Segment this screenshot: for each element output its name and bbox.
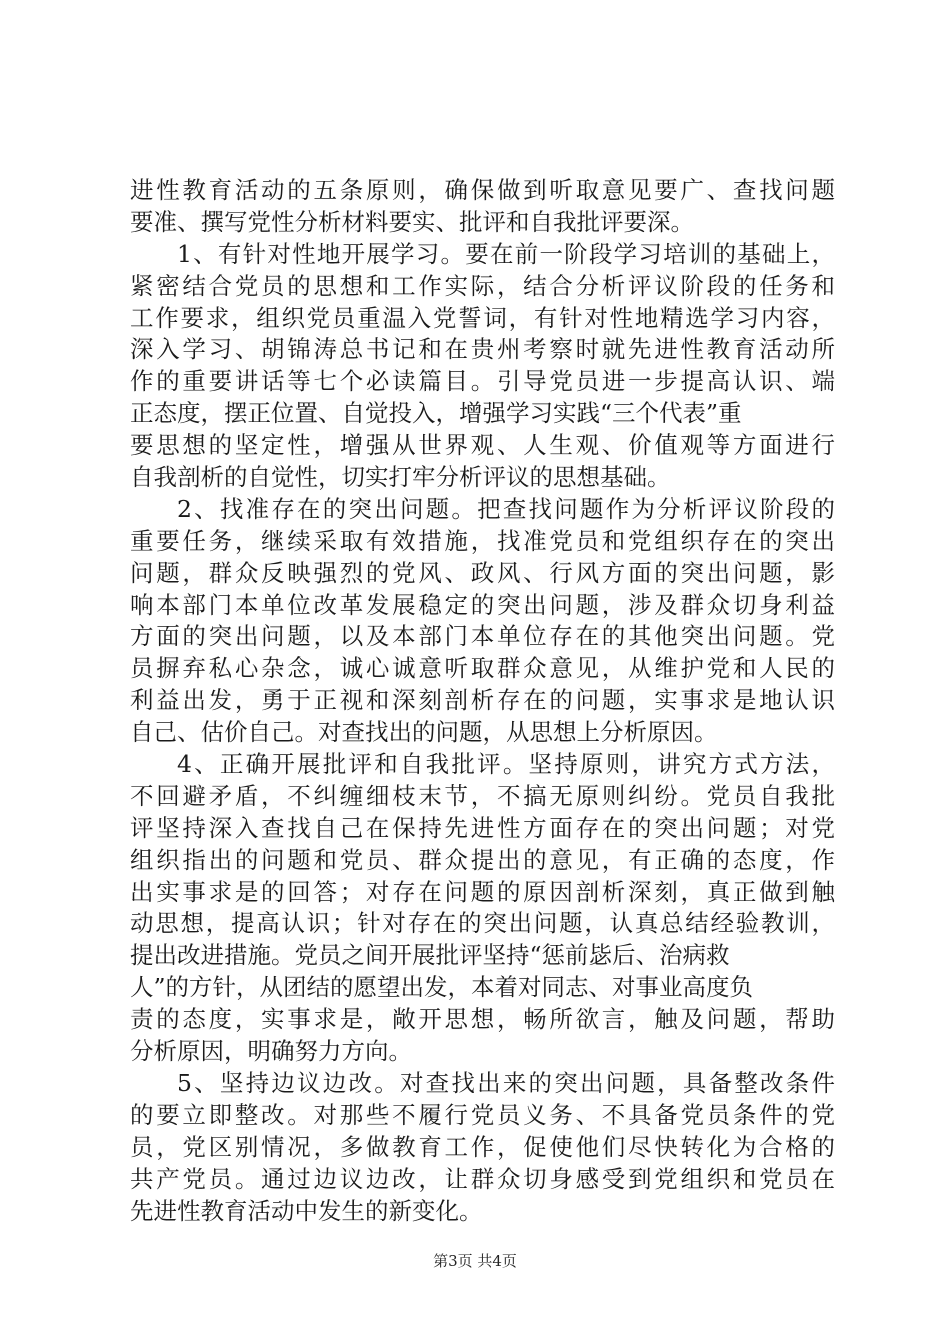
paragraph-first-line: 5、坚持边议边改。对查找出来的突出问题，具备整改条件 (177, 1068, 838, 1097)
text-line: 人”的方针，从团结的愿望出发，本着对同志、对事业高度负 (130, 973, 754, 1002)
paragraph-first-line: 4、正确开展批评和自我批评。坚持原则，讲究方式方法， (177, 750, 838, 779)
text-line: 共产党员。通过边议边改，让群众切身感受到党组织和党员在 (130, 1164, 838, 1193)
text-line: 要准、撰写党性分析材料要实、批评和自我批评要深。 (130, 207, 694, 236)
text-line: 工作要求，组织党员重温入党誓词，有针对性地精选学习内容， (130, 303, 837, 332)
paragraph-first-line: 1、有针对性地开展学习。要在前一阶段学习培训的基础上， (177, 239, 837, 268)
paragraph-first-line: 2、找准存在的突出问题。把查找问题作为分析评议阶段的 (177, 494, 838, 523)
text-line: 方面的突出问题，以及本部门本单位存在的其他突出问题。党 (130, 622, 838, 651)
text-line: 评坚持深入查找自己在保持先进性方面存在的突出问题；对党 (130, 813, 838, 842)
text-line: 组织指出的问题和党员、群众提出的意见，有正确的态度，作 (130, 845, 838, 874)
page-footer: 第3页 共4页 (433, 1252, 517, 1270)
text-line: 作的重要讲话等七个必读篇目。引导党员进一步提高认识、端 (130, 367, 838, 396)
text-line: 紧密结合党员的思想和工作实际，结合分析评议阶段的任务和 (130, 271, 838, 300)
text-line: 自己、估价自己。对查找出的问题，从思想上分析原因。 (130, 718, 718, 747)
text-line: 员，党区别情况，多做教育工作，促使他们尽快转化为合格的 (130, 1132, 838, 1161)
text-line: 的要立即整改。对那些不履行党员义务、不具备党员条件的党 (130, 1100, 838, 1129)
text-line: 正态度，摆正位置、自觉投入，增强学习实践“三个代表”重 (130, 399, 742, 428)
text-line: 出实事求是的回答；对存在问题的原因剖析深刻，真正做到触 (130, 877, 838, 906)
text-line: 不回避矛盾，不纠缠细枝末节，不搞无原则纠纷。党员自我批 (130, 781, 838, 810)
text-line: 问题，群众反映强烈的党风、政风、行风方面的突出问题，影 (130, 558, 838, 587)
document-body (130, 175, 838, 1227)
text-line: 责的态度，实事求是，敞开思想，畅所欲言，触及问题，帮助 (130, 1005, 838, 1034)
text-line: 深入学习、胡锦涛总书记和在贵州考察时就先进性教育活动所 (130, 335, 838, 364)
text-line: 分析原因，明确努力方向。 (130, 1037, 412, 1066)
text-line: 动思想，提高认识；针对存在的突出问题，认真总结经验教训， (130, 909, 837, 938)
text-line: 进性教育活动的五条原则，确保做到听取意见要广、查找问题 (130, 176, 838, 204)
text-line: 重要任务，继续采取有效措施，找准党员和党组织存在的突出 (130, 526, 838, 555)
text-line: 要思想的坚定性，增强从世界观、人生观、价值观等方面进行 (130, 431, 838, 460)
text-line: 先进性教育活动中发生的新变化。 (130, 1196, 483, 1225)
text-line: 利益出发，勇于正视和深刻剖析存在的问题，实事求是地认识 (130, 686, 838, 715)
text-line: 响本部门本单位改革发展稳定的突出问题，涉及群众切身利益 (130, 590, 838, 619)
text-line: 提出改进措施。党员之间开展批评坚持“惩前毖后、治病救 (130, 941, 730, 970)
text-line: 自我剖析的自觉性，切实打牢分析评议的思想基础。 (130, 463, 671, 492)
text-line: 员摒弃私心杂念，诚心诚意听取群众意见，从维护党和人民的 (130, 654, 838, 683)
